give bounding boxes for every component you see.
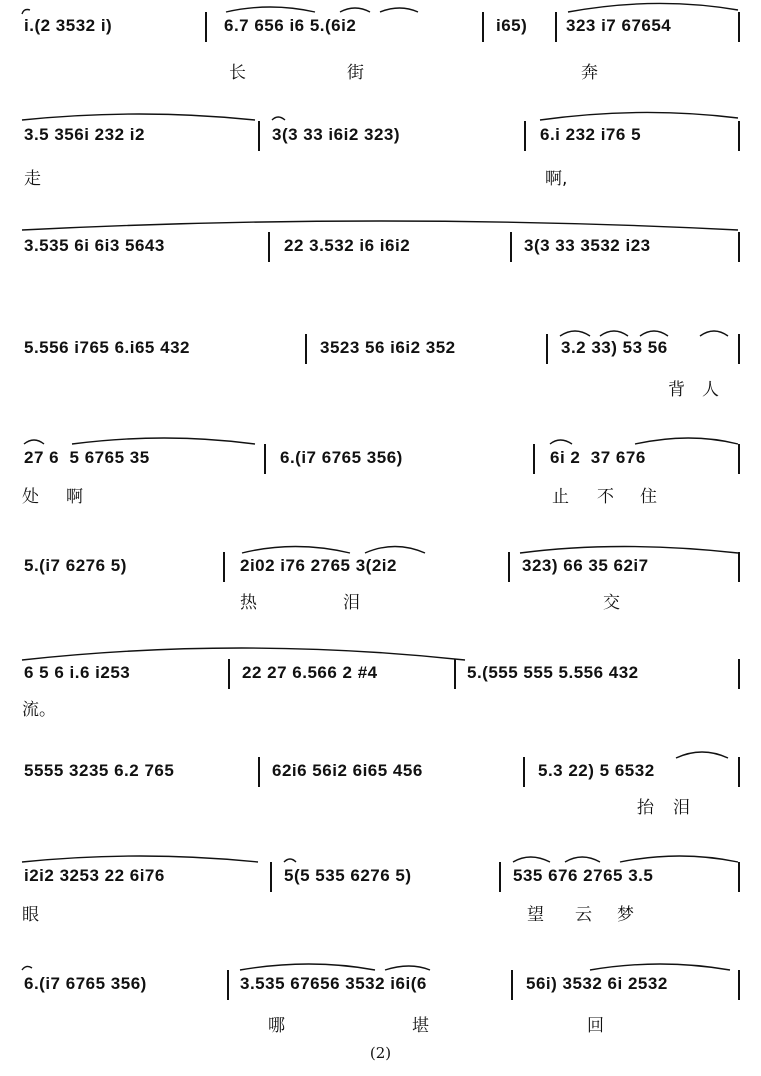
barline	[228, 659, 230, 689]
measure-group: 5(5 535 6276 5)	[284, 866, 412, 885]
barline	[546, 334, 548, 364]
lyric: 长	[229, 63, 246, 83]
lyric: 交	[603, 593, 620, 613]
notation-line	[0, 858, 761, 898]
notation-line	[0, 8, 761, 48]
measure-group: i.(2 3532 i)	[24, 16, 113, 35]
system-5	[0, 440, 761, 550]
measure-group: 3523 56 i6i2 352	[320, 338, 456, 357]
lyric: 街	[347, 63, 364, 83]
lyric: 啊	[66, 487, 83, 507]
measure-group: 62i6 56i2 6i65 456	[272, 761, 423, 780]
measure-group: 6.i 232 i76 5	[540, 125, 642, 144]
measure-group: 3.535 67656 3532 i6i(6	[240, 974, 427, 993]
lyric: 泪	[343, 593, 360, 613]
barline	[738, 121, 740, 151]
measure-group: 323) 66 35 62i7	[522, 556, 649, 575]
barline	[454, 659, 456, 689]
system-6	[0, 548, 761, 658]
barline	[533, 444, 535, 474]
lyric: 背	[668, 380, 685, 400]
measure-group: 3(3 33 i6i2 323)	[272, 125, 401, 144]
barline	[482, 12, 484, 42]
barline	[499, 862, 501, 892]
barline	[227, 970, 229, 1000]
notation-line	[0, 753, 761, 793]
lyric: 流。	[22, 700, 56, 720]
system-4	[0, 330, 761, 440]
notation-line	[0, 966, 761, 1006]
barline	[738, 757, 740, 787]
system-2	[0, 117, 761, 227]
barline	[738, 552, 740, 582]
barline	[738, 444, 740, 474]
measure-group: 6i 2 37 676	[550, 448, 646, 467]
measure-group: 6.(i7 6765 356)	[24, 974, 147, 993]
measure-group: 22 27 6.566 2 #4	[242, 663, 378, 682]
measure-group: 3(3 33 3532 i23	[524, 236, 651, 255]
page-number: (2)	[369, 1044, 392, 1062]
lyric: 抬	[637, 798, 654, 818]
system-3	[0, 228, 761, 338]
notation-line	[0, 440, 761, 480]
barline	[258, 121, 260, 151]
lyric: 回	[587, 1016, 604, 1036]
measure-group: i65)	[496, 16, 528, 35]
lyric: 止	[552, 487, 569, 507]
lyric: 热	[240, 593, 257, 613]
lyric: 泪	[673, 798, 690, 818]
measure-group: 2i02 i76 2765 3(2i2	[240, 556, 397, 575]
measure-group: 27 6 5 6765 35	[24, 448, 150, 467]
barline	[511, 970, 513, 1000]
notation-line	[0, 117, 761, 157]
measure-group: 3.5 356i 232 i2	[24, 125, 145, 144]
barline	[270, 862, 272, 892]
lyric: 哪	[268, 1016, 285, 1036]
barline	[738, 659, 740, 689]
lyric: 处	[22, 487, 39, 507]
barline	[268, 232, 270, 262]
barline	[555, 12, 557, 42]
measure-group: 5555 3235 6.2 765	[24, 761, 175, 780]
barline	[264, 444, 266, 474]
lyric: 堪	[412, 1016, 429, 1036]
lyric: 云	[575, 905, 592, 925]
measure-group: 6.(i7 6765 356)	[280, 448, 403, 467]
notation-line	[0, 548, 761, 588]
barline	[258, 757, 260, 787]
lyric: 住	[640, 487, 657, 507]
barline	[510, 232, 512, 262]
lyric: 眼	[22, 905, 39, 925]
lyric: 奔	[581, 63, 598, 83]
measure-group: 5.3 22) 5 6532	[538, 761, 655, 780]
lyric: 走	[24, 169, 41, 189]
measure-group: 5.556 i765 6.i65 432	[24, 338, 190, 357]
notation-line	[0, 330, 761, 370]
barline	[223, 552, 225, 582]
barline	[738, 862, 740, 892]
barline	[738, 12, 740, 42]
lyric: 望	[527, 905, 544, 925]
barline	[524, 121, 526, 151]
measure-group: 6 5 6 i.6 i253	[24, 663, 131, 682]
measure-group: 5.(555 555 5.556 432	[467, 663, 639, 682]
notation-line	[0, 655, 761, 695]
lyric: 梦	[617, 905, 634, 925]
measure-group: 3.2 33) 53 56	[561, 338, 668, 357]
barline	[508, 552, 510, 582]
barline	[738, 334, 740, 364]
system-1	[0, 8, 761, 118]
lyric: 啊,	[545, 169, 568, 189]
measure-group: 22 3.532 i6 i6i2	[284, 236, 411, 255]
measure-group: 3.535 6i 6i3 5643	[24, 236, 165, 255]
notation-line	[0, 228, 761, 268]
measure-group: 56i) 3532 6i 2532	[526, 974, 668, 993]
measure-group: 5.(i7 6276 5)	[24, 556, 127, 575]
barline	[205, 12, 207, 42]
barline	[738, 970, 740, 1000]
system-9	[0, 858, 761, 968]
measure-group: 323 i7 67654	[566, 16, 672, 35]
system-8	[0, 753, 761, 863]
measure-group: 6.7 656 i6 5.(6i2	[224, 16, 357, 35]
measure-group: 535 676 2765 3.5	[513, 866, 654, 885]
barline	[523, 757, 525, 787]
barline	[305, 334, 307, 364]
measure-group: i2i2 3253 22 6i76	[24, 866, 165, 885]
system-7	[0, 655, 761, 765]
lyric: 不	[597, 487, 614, 507]
barline	[738, 232, 740, 262]
lyric: 人	[702, 380, 719, 400]
